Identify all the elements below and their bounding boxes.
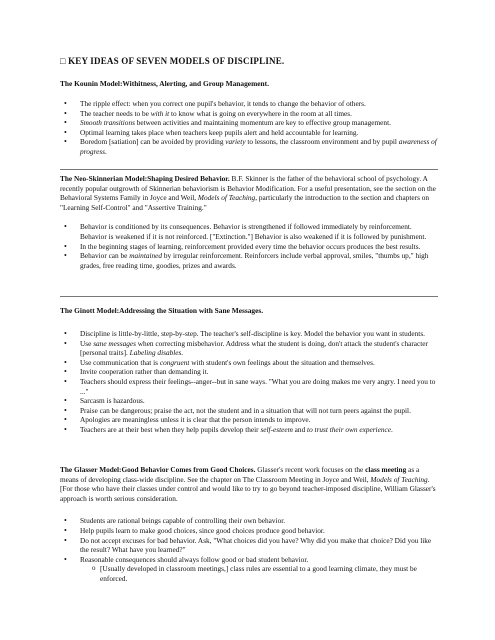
document-title: □ KEY IDEAS OF SEVEN MODELS OF DISCIPLINE. [60, 56, 285, 66]
list-item: • Optimal learning takes place when teachers keep pupils alert and held accountable for learning. [60, 128, 438, 138]
section-heading: The Ginott Model:Addressing the Situation with Sane Messages. [60, 306, 264, 315]
section-intro: The Glasser Model:Good Behavior Comes from Good Choices. Glasser's recent work focuses on the class meeting as a means of developing class-wide discipline. See the chapter on The Classroom Meeting in Joyce and Weil, Models of Teaching. [For those who have their classes under control and would like to try to go beyond teacher-imposed discipline, William Glasser's approach is worth serious consideration. [60, 465, 436, 503]
list-item: • Behavior can be maintained by irregular reinforcement. Reinforcers include verbal approval, smiles, "thumbs up," high grades, free reading time, goodies, prizes and awards. [60, 251, 438, 270]
list-item: • Smooth transitions between activities and maintaining momentum are key to effective group management. [60, 118, 438, 128]
section-divider [60, 296, 438, 297]
sub-list [60, 564, 438, 583]
section-glasser [60, 465, 438, 584]
section-skinner [60, 174, 438, 270]
bullet-list [60, 329, 438, 435]
list-item: • Teachers are at their best when they help pupils develop their self-esteem and to trust their own experience. [60, 425, 438, 435]
bullet-list [60, 516, 438, 564]
list-item: • Behavior is conditioned by its consequences. Behavior is strengthened if followed immediately by reinforcement. Behavior is weakened if it is not reinforced. ["Extinction."] Behavior is also weakened if it is followed by punishment. [60, 222, 438, 241]
section-divider [60, 169, 438, 170]
list-item: • Discipline is little-by-little, step-by-step. The teacher's self-discipline is key. Model the behavior you want in students. [60, 329, 438, 339]
list-item: • Help pupils learn to make good choices, since good choices produce good behavior. [60, 526, 438, 536]
section-kounin [60, 79, 438, 157]
section-heading: The Kounin Model:Withitness, Alerting, and Group Management. [60, 79, 269, 88]
list-item: • Sarcasm is hazardous. [60, 396, 438, 406]
list-item: • Use communication that is congruent with student's own feelings about the situation and themselves. [60, 358, 438, 368]
bullet-list [60, 99, 438, 157]
list-item: • The teacher needs to be with it to know what is going on everywhere in the room at all times. [60, 109, 438, 119]
list-item: • Praise can be dangerous; praise the act, not the student and in a situation that will not turn peers against the pupil. [60, 406, 438, 416]
list-item: • Invite cooperation rather than demanding it. [60, 367, 438, 377]
list-item: • Reasonable consequences should always follow good or bad student behavior. [60, 555, 438, 565]
list-item: • Teachers should express their feelings--anger--but in sane ways. "What you are doing makes me very angry. I need you to ..." [60, 377, 438, 396]
list-item: • Use sane messages when correcting misbehavior. Address what the student is doing, don't attack the student's character [personal traits]. Labeling disables. [60, 339, 438, 358]
list-item: • In the beginning stages of learning, reinforcement provided every time the behavior occurs produces the best results. [60, 242, 438, 252]
sub-list-item: o [Usually developed in classroom meetings,] class rules are essential to a good learning climate, they must be enforced. [60, 564, 438, 583]
section-intro: The Neo-Skinnerian Model:Shaping Desired Behavior. B.F. Skinner is the father of the behavioral school of psychology. A recently popular outgrowth of Skinnerian behaviorism is Behavior Modification. For a useful presentation, see the section on the Behavioral Systems Family in Joyce and Weil, Models of Teaching, particularly the introduction to the section and chapters on "Learning Self-Control" and "Assertive Training." [60, 174, 436, 212]
list-item: • Apologies are meaningless unless it is clear that the person intends to improve. [60, 415, 438, 425]
list-item: • Boredom [satiation] can be avoided by providing variety to lessons, the classroom environment and by pupil awareness of progress. [60, 137, 438, 156]
list-item: • The ripple effect: when you correct one pupil's behavior, it tends to change the behavior of others. [60, 99, 438, 109]
list-item: • Do not accept excuses for bad behavior. Ask, "What choices did you have? Why did you make that choice? Did you like the result? What have you learned?" [60, 536, 438, 555]
section-ginott [60, 306, 438, 435]
bullet-list [60, 222, 438, 270]
section-heading: The Glasser Model:Good Behavior Comes from Good Choices. [60, 465, 256, 474]
section-heading: The Neo-Skinnerian Model:Shaping Desired Behavior. [60, 174, 230, 183]
list-item: • Students are rational beings capable of controlling their own behavior. [60, 516, 438, 526]
